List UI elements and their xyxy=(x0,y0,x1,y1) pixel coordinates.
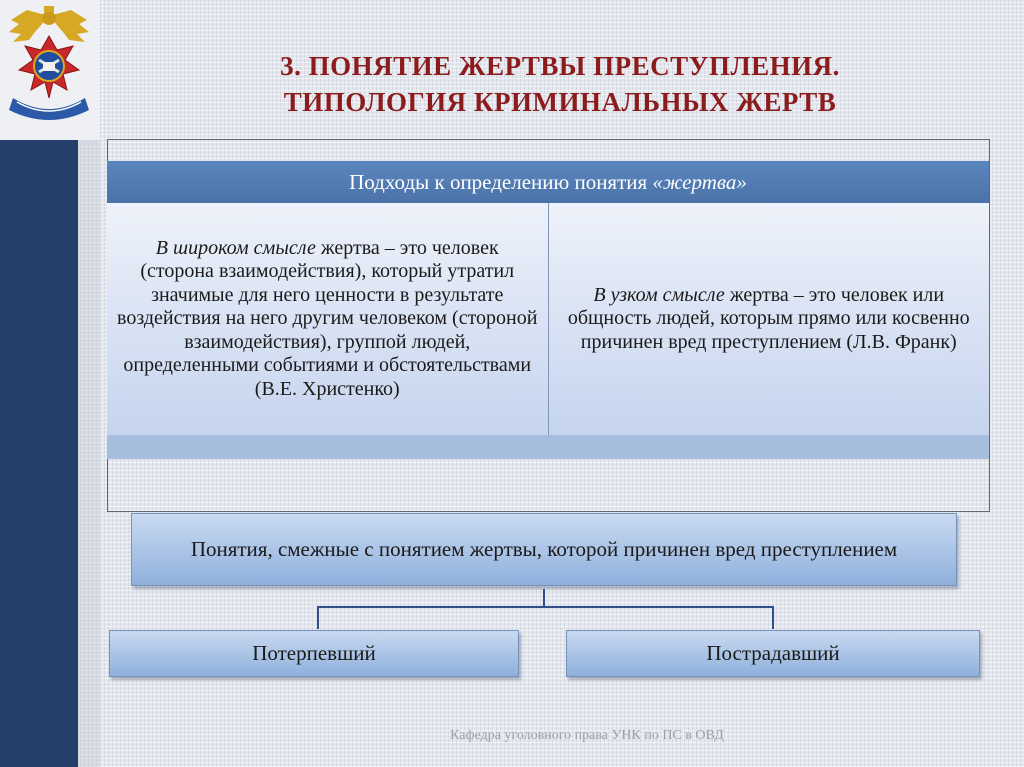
narrow-definition-text: жертва – это человек или общность людей, которым прямо или косвенно причинен вред преступлением (Л.В. Франк) xyxy=(567,283,970,353)
narrow-definition-lead: В узком смысле xyxy=(593,283,725,306)
victim-label: Потерпевший xyxy=(252,641,376,665)
approaches-header-text: Подходы к определению понятия xyxy=(349,170,653,194)
police-academy-emblem-icon xyxy=(5,2,93,130)
title-line-2: ТИПОЛОГИЯ КРИМИНАЛЬНЫХ ЖЕРТВ xyxy=(283,87,837,117)
page-title xyxy=(140,48,980,120)
connector-vertical xyxy=(543,589,545,607)
broad-definition-lead: В широком смысле xyxy=(155,236,316,259)
approaches-header-term: «жертва» xyxy=(652,170,747,194)
approaches-table xyxy=(107,203,989,435)
approaches-header xyxy=(107,161,989,203)
broad-definition-cell xyxy=(107,203,548,435)
footer-text: Кафедра уголовного права УНК по ПС в ОВД xyxy=(450,728,724,743)
connector-left xyxy=(317,606,319,629)
connector-horizontal xyxy=(317,606,774,608)
connector-right xyxy=(772,606,774,629)
sufferer-box xyxy=(566,630,980,677)
sufferer-label: Пострадавший xyxy=(706,641,840,665)
title-line-1: 3. ПОНЯТИЕ ЖЕРТВЫ ПРЕСТУПЛЕНИЯ. xyxy=(280,51,840,81)
related-concepts-box xyxy=(131,513,957,586)
broad-definition-text: жертва – это человек (сторона взаимодействия), который утратил значимые для него ценности в результате воздействия на него другим человеком (стороной взаимодействия), группой людей, определенными событиями и обстоятельствами (В.Е. Христенко) xyxy=(117,236,538,400)
approaches-footer-band xyxy=(107,435,989,459)
narrow-definition-cell xyxy=(548,203,990,435)
side-panel-strip xyxy=(0,140,78,767)
related-concepts-text: Понятия, смежные с понятием жертвы, которой причинен вред преступлением xyxy=(190,537,898,561)
victim-box xyxy=(109,630,519,677)
